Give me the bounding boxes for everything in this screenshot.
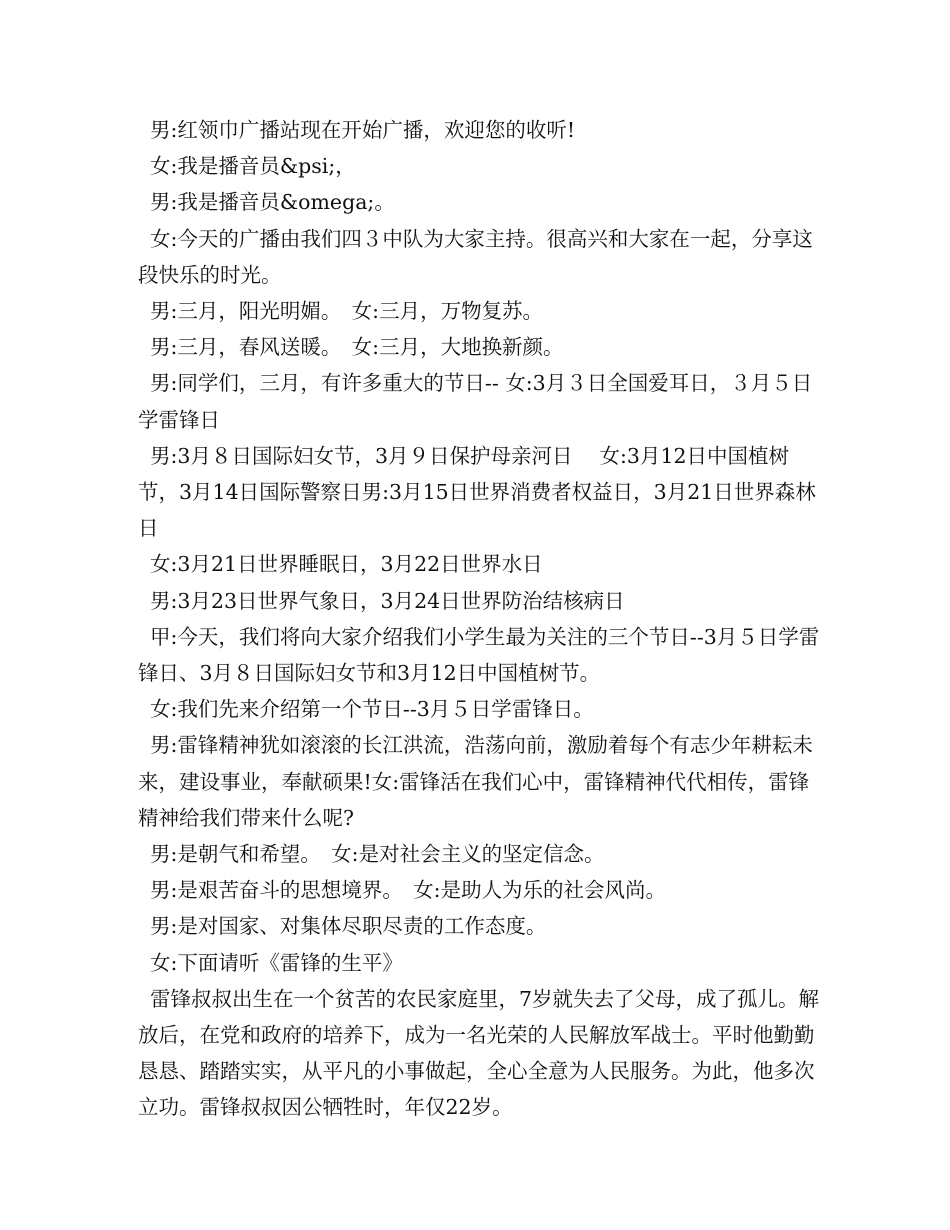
paragraph: 男:是对国家、对集体尽职尽责的工作态度。 — [150, 914, 547, 939]
paragraph: 男:3月８日国际妇女节，3月９日保护母亲河日 女:3月12日中国植树节，3月14日国际警察日男:3月15日世界消费者权益日，3月21日世界森林日 — [138, 443, 816, 541]
paragraph: 男:是艰苦奋斗的思想境界。 女:是助人为乐的社会风尚。 — [150, 878, 667, 903]
paragraph: 女:我们先来介绍第一个节日--3月５日学雷锋日。 — [150, 697, 594, 722]
paragraph: 甲:今天，我们将向大家介绍我们小学生最为关注的三个节日--3月５日学雷锋日、3月８日国际妇女节和3月12日中国植树节。 — [138, 624, 820, 686]
paragraph: 男:3月23日世界气象日，3月24日世界防治结核病日 — [150, 588, 625, 613]
paragraph: 男:三月，阳光明媚。 女:三月，万物复苏。 — [150, 299, 544, 324]
paragraph: 男:是朝气和希望。 女:是对社会主义的坚定信念。 — [150, 842, 605, 867]
paragraph: 男:我是播音员&omega;。 — [150, 190, 395, 215]
document-body — [138, 112, 828, 1126]
paragraph: 男:红领巾广播站现在开始广播，欢迎您的收听! — [150, 118, 576, 142]
paragraph: 男:同学们，三月，有许多重大的节日-- 女:3月３日全国爱耳日，３月５日学雷锋日 — [138, 371, 813, 432]
paragraph: 女:下面请听《雷锋的生平》 — [150, 950, 403, 975]
paragraph: 女:今天的广播由我们四３中队为大家主持。很高兴和大家在一起，分享这段快乐的时光。 — [138, 226, 813, 287]
paragraph: 女:我是播音员&psi;， — [150, 154, 356, 179]
paragraph: 男:三月，春风送暖。 女:三月，大地换新颜。 — [150, 335, 564, 360]
paragraph: 女:3月21日世界睡眠日，3月22日世界水日 — [150, 552, 543, 577]
paragraph: 男:雷锋精神犹如滚滚的长江洪流，浩荡向前，激励着每个有志少年耕耘未来，建设事业，奉献硕果!女:雷锋活在我们心中，雷锋精神代代相传，雷锋精神给我们带来什么呢? — [138, 733, 813, 830]
paragraph: 雷锋叔叔出生在一个贫苦的农民家庭里，7岁就失去了父母，成了孤儿。解放后，在党和政府的培养下，成为一名光荣的人民解放军战士。平时他勤勤恳恳、踏踏实实，从平凡的小事做起，全心全意为人民服务。为此，他多次立功。雷锋叔叔因公牺牲时，年仅22岁。 — [138, 986, 820, 1120]
